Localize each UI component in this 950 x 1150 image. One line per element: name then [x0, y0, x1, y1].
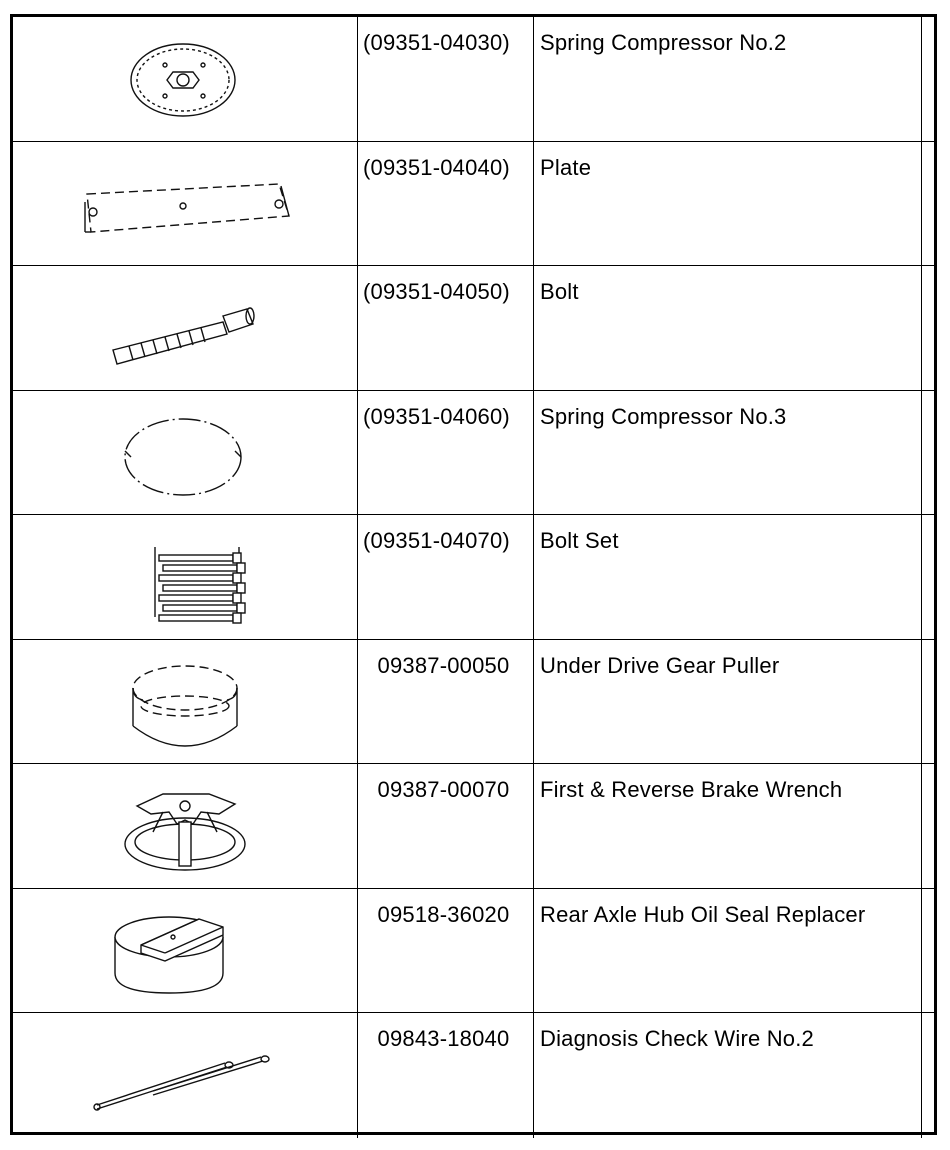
tool-name: Rear Axle Hub Oil Seal Replacer — [534, 889, 922, 1013]
table-row — [13, 17, 934, 142]
table-row — [13, 266, 934, 391]
note-cell — [922, 889, 934, 1013]
tool-name: Spring Compressor No.3 — [534, 391, 922, 515]
tool-illustration-cell — [13, 142, 358, 266]
bolt-icon — [13, 266, 358, 390]
note-cell — [922, 764, 934, 888]
tool-illustration-cell — [13, 640, 358, 764]
tool-illustration-cell — [13, 515, 358, 639]
tool-name: Spring Compressor No.2 — [534, 17, 922, 141]
check-wire-icon — [13, 1013, 358, 1137]
spring-compressor-disc-icon — [13, 17, 358, 141]
table-row — [13, 764, 934, 889]
note-cell — [922, 142, 934, 266]
note-cell — [922, 1013, 934, 1138]
note-cell — [922, 640, 934, 764]
tool-illustration-cell — [13, 17, 358, 141]
tool-name: Diagnosis Check Wire No.2 — [534, 1013, 922, 1138]
tool-illustration-cell — [13, 266, 358, 390]
part-number: 09843-18040 — [358, 1013, 534, 1138]
table-row — [13, 889, 934, 1014]
tool-name: Bolt Set — [534, 515, 922, 639]
oil-seal-replacer-icon — [13, 889, 358, 1013]
table-row — [13, 515, 934, 640]
tool-name: First & Reverse Brake Wrench — [534, 764, 922, 888]
table-row — [13, 142, 934, 267]
gear-puller-icon — [13, 640, 358, 764]
bolt-set-icon — [13, 515, 358, 639]
part-number: (09351-04030) — [358, 17, 534, 141]
table-row — [13, 391, 934, 516]
part-number: (09351-04060) — [358, 391, 534, 515]
spring-compressor-ring-icon — [13, 391, 358, 515]
tool-name: Bolt — [534, 266, 922, 390]
plate-icon — [13, 142, 358, 266]
note-cell — [922, 391, 934, 515]
note-cell — [922, 515, 934, 639]
note-cell — [922, 266, 934, 390]
tool-name: Under Drive Gear Puller — [534, 640, 922, 764]
table-row — [13, 640, 934, 765]
tool-name: Plate — [534, 142, 922, 266]
tool-illustration-cell — [13, 1013, 358, 1138]
part-number: 09518-36020 — [358, 889, 534, 1013]
brake-wrench-icon — [13, 764, 358, 888]
tool-illustration-cell — [13, 889, 358, 1013]
tool-illustration-cell — [13, 764, 358, 888]
part-number: (09351-04070) — [358, 515, 534, 639]
tool-illustration-cell — [13, 391, 358, 515]
table-row — [13, 1013, 934, 1138]
note-cell — [922, 17, 934, 141]
part-number: (09351-04050) — [358, 266, 534, 390]
part-number: 09387-00070 — [358, 764, 534, 888]
part-number: 09387-00050 — [358, 640, 534, 764]
special-tool-table — [10, 14, 937, 1135]
part-number: (09351-04040) — [358, 142, 534, 266]
